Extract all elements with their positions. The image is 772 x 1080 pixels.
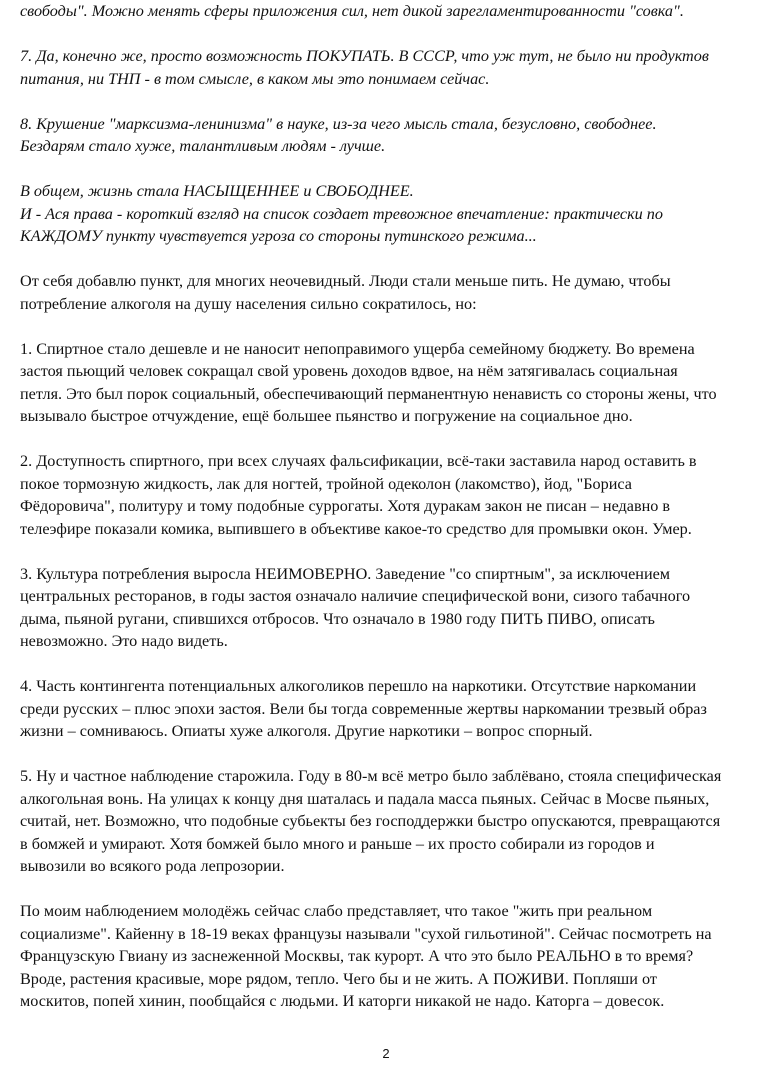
- text-line: считай, нет. Возможно, что подобные субьекты без господдержки быстро опускаются, превращаются: [20, 812, 721, 830]
- italic-paragraph-1: [20, 0, 765, 23]
- paragraph-point-4: [20, 675, 765, 743]
- text-line: По моим наблюдением молодёжь сейчас слабо представляет, что такое "жить при реальном: [20, 902, 653, 920]
- text-line: Фёдоровича", политуру и тому подобные суррогаты. Хотя дуракам закон не писан – недавно в: [20, 497, 671, 515]
- text-line: питания, ни ТНП - в том смысле, в каком мы это понимаем сейчас.: [20, 69, 490, 88]
- text-line: застоя пьющий человек сокращал свой уровень доходов вдвое, на нём затягивалась социальная: [20, 362, 678, 380]
- text-line: вывозили во всякого рода лепрозории.: [20, 857, 285, 875]
- text-line: КАЖДОМУ пункту чувствуется угроза со стороны путинского режима...: [20, 227, 537, 245]
- text-line: в бомжей и умирают. Хотя бомжей было много и раньше – их просто собирали из городов и: [20, 834, 655, 853]
- text-line: покое тормозную жидкость, лак для ногтей, тройной одеколон (лакомство), йод, "Бориса: [20, 474, 632, 493]
- text-line: Французскую Гвиану из заснеженной Москвы, так курорт. А что это было РЕАЛЬНО в то время?: [20, 947, 694, 965]
- paragraph-point-5: [20, 765, 765, 878]
- text-line: 8. Крушение "марксизма-ленинизма" в науке, из-за чего мысль стала, безусловно, свободнее.: [20, 114, 657, 133]
- paragraph-conclusion: [20, 900, 765, 1013]
- text-line: 2. Доступность спиртного, при всех случаях фальсификации, всё-таки заставила народ оставить в: [20, 452, 697, 470]
- text-line: В общем, жизнь стала НАСЫЩЕННЕЕ и СВОБОДНЕЕ.: [20, 182, 414, 200]
- page-number: 2: [382, 1046, 390, 1061]
- paragraph-point-2: [20, 450, 765, 540]
- italic-paragraph-item-7: [20, 45, 765, 90]
- text-line: потребление алкоголя на душу населения сильно сократилось, но:: [20, 294, 477, 313]
- text-line: вызывало быстрое отчуждение, ещё большее пьянство и погружение на социальное дно.: [20, 407, 633, 425]
- text-line: алкогольная вонь. На улицах к концу дня шаталась и падала масса пьяных. Сейчас в Мосве пьяных,: [20, 789, 710, 808]
- text-line: дыма, пьяной ругани, спившихся отбросов. Что означало в 1980 году ПИТЬ ПИВО, описать: [20, 609, 655, 628]
- text-line: От себя добавлю пункт, для многих неочевидный. Люди стали меньше пить. Не думаю, чтобы: [20, 272, 671, 290]
- text-line: 5. Ну и частное наблюдение старожила. Году в 80-м всё метро было заблёвано, стояла специфическая: [20, 767, 722, 785]
- text-line: социализме". Кайенну в 18-19 веках французы называли "сухой гильотиной". Сейчас посмотреть на: [20, 924, 712, 943]
- text-line: среди русских – плюс эпохи застоя. Вели бы тогда современные жертвы наркомании трезвый образ: [20, 699, 707, 718]
- text-line: 7. Да, конечно же, просто возможность ПОКУПАТЬ. В СССР, что уж тут, не было ни продуктов: [20, 47, 709, 65]
- text-line: 3. Культура потребления выросла НЕИМОВЕРНО. Заведение "со спиртным", за исключением: [20, 564, 671, 583]
- text-line: Бездарям стало хуже, талантливым людям - лучше.: [20, 137, 386, 155]
- document-page: [20, 0, 765, 1013]
- paragraph-intro: [20, 270, 765, 315]
- text-line: 1. Спиртное стало дешевле и не наносит непоправимого ущерба семейному бюджету. Во времена: [20, 339, 695, 358]
- italic-section: [20, 0, 765, 248]
- text-line: И - Ася права - короткий взгляд на список создает тревожное впечатление: практически по: [20, 204, 663, 223]
- text-line: 4. Часть контингента потенциальных алкоголиков перешло на наркотики. Отсутствие наркомании: [20, 677, 697, 695]
- regular-section: [20, 270, 765, 1013]
- text-line: москитов, попей хинин, пообщайся с людьми. И каторги никакой не надо. Каторга – довесок.: [20, 992, 665, 1010]
- text-line: Вроде, растения красивые, море рядом, тепло. Чего бы и не жить. А ПОЖИВИ. Попляши от: [20, 969, 657, 988]
- text-line: жизни – сомниваюсь. Опиаты хуже алкоголя. Другие наркотики – вопрос спорный.: [20, 722, 593, 740]
- text-line: центральных ресторанов, в годы застоя означало наличие специфической вони, сизого табачного: [20, 587, 691, 605]
- paragraph-point-1: [20, 338, 765, 428]
- text-line: телеэфире показали комика, выпившего в объективе какое-то средство для промывки окон. Умер.: [20, 519, 692, 538]
- italic-paragraph-item-8: [20, 113, 765, 158]
- text-line: невозможно. Это надо видеть.: [20, 632, 228, 650]
- text-line: свободы". Можно менять сферы приложения сил, нет дикой зарегламентированности "совка".: [20, 2, 684, 20]
- paragraph-point-3: [20, 563, 765, 653]
- text-line: петля. Это был порок социальный, обеспечивающий перманентную ненависть со стороны жены, что: [20, 384, 717, 403]
- italic-paragraph-summary: [20, 180, 765, 248]
